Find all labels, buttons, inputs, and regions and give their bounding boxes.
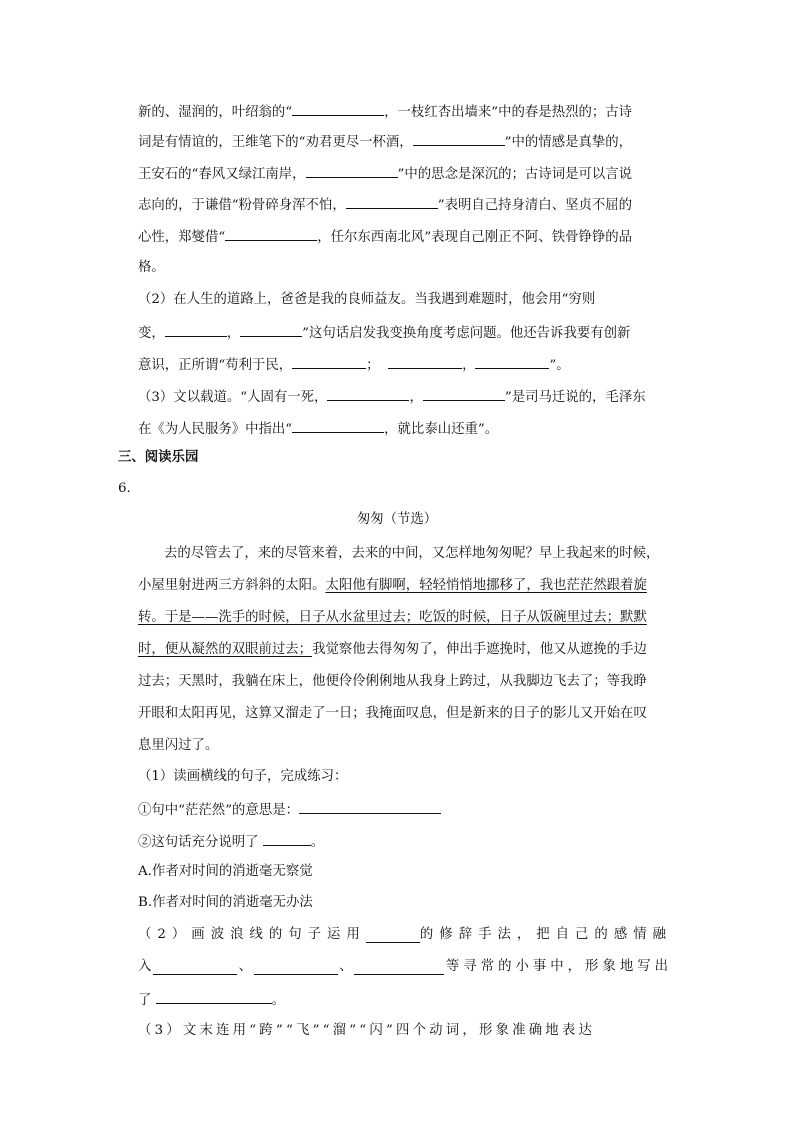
answer-blank[interactable] xyxy=(413,131,505,146)
answer-blank[interactable] xyxy=(240,322,302,337)
answer-blank[interactable] xyxy=(475,354,549,369)
passage-line: 小屋里射进两三方斜斜的太阳。太阳他有脚啊，轻轻悄悄地挪移了，我也茫茫然跟着旋 xyxy=(138,578,647,593)
text-line: （3）文以载道。“人固有一死， ， ”是司马迁说的，毛泽东 xyxy=(138,386,646,408)
passage-line: 息里闪过了。 xyxy=(138,738,219,753)
section-heading: 三、阅读乐园 xyxy=(118,450,199,465)
text-line: 词是有情谊的，王维笔下的“劝君更尽一杯酒， ”中的情感是真挚的， xyxy=(138,131,632,153)
text-line: 心性，郑燮借“ ，任尔东西南北风”表现自己刚正不阿、铁骨铮铮的品 xyxy=(138,226,632,248)
underlined-sentence: 太阳他有脚啊，轻轻悄悄地挪移了，我也茫茫然跟着旋 xyxy=(325,578,647,593)
passage-line: 时，便从凝然的双眼前过去；我觉察他去得匆匆了，伸出手遮挽时，他又从遮挽的手边 xyxy=(138,642,647,657)
option-b[interactable]: B.作者对时间的消逝毫无办法 xyxy=(138,895,313,910)
answer-blank[interactable] xyxy=(263,831,311,846)
text-line: 在《为人民服务》中指出“ ，就比泰山还重”。 xyxy=(138,418,498,440)
passage-line: 开眼和太阳再见，这算又溜走了一日；我掩面叹息，但是新来的日子的影儿又开始在叹 xyxy=(138,706,647,721)
answer-blank[interactable] xyxy=(292,354,366,369)
answer-blank[interactable] xyxy=(299,799,441,814)
answer-blank[interactable] xyxy=(388,354,462,369)
answer-blank[interactable] xyxy=(327,386,409,401)
text-line: 意识，正所谓“苟利于民， ； ， ”。 xyxy=(138,354,570,376)
question-1a: ①句中“茫茫然”的意思是： xyxy=(138,799,441,821)
answer-blank[interactable] xyxy=(292,418,384,433)
passage-line: 去的尽管去了，来的尽管来着，去来的中间，又怎样地匆匆呢？早上我起来的时候， xyxy=(164,546,660,561)
answer-blank[interactable] xyxy=(254,960,338,975)
answer-blank[interactable] xyxy=(423,386,505,401)
text-line: 变， ， ”这句话启发我变换角度考虑问题。他还告诉我要有创新 xyxy=(138,322,630,344)
question-number: 6. xyxy=(118,481,131,496)
answer-blank[interactable] xyxy=(306,163,398,178)
text-line: 志向的，于谦借“粉骨碎身浑不怕， ”表明自己持身清白、坚贞不屈的 xyxy=(138,194,632,216)
question-1: （1）读画横线的句子，完成练习： xyxy=(138,769,348,784)
underlined-sentence: 时，便从凝然的双眼前过去； xyxy=(138,642,313,657)
answer-blank[interactable] xyxy=(354,960,444,975)
question-3: （3）文末连用“跨”“飞”“溜”“闪”四个动词，形象准确地表达 xyxy=(138,1023,596,1038)
answer-blank[interactable] xyxy=(156,989,272,1004)
text-line: （2）在人生的道路上，爸爸是我的良师益友。当我遇到难题时，他会用“穷则 xyxy=(138,292,596,307)
question-2-line: 了 。 xyxy=(138,989,285,1011)
answer-blank[interactable] xyxy=(346,194,438,209)
answer-blank[interactable] xyxy=(165,322,227,337)
question-2-line: （2）画波浪线的句子运用 的修辞手法，把自己的感情融 xyxy=(138,927,672,942)
answer-blank[interactable] xyxy=(292,101,384,116)
question-1b: ②这句话充分说明了 。 xyxy=(138,831,324,853)
text-line: 新的、湿润的，叶绍翁的“ ，一枝红杏出墙来”中的春是热烈的；古诗 xyxy=(138,101,632,123)
text-line: 王安石的“春风又绿江南岸， ”中的思念是深沉的；古诗词是可以言说 xyxy=(138,163,632,185)
option-a[interactable]: A.作者对时间的消逝毫无察觉 xyxy=(138,864,313,879)
question-2-line: 入 、 、 等寻常的小事中，形象地写出 xyxy=(138,959,672,974)
passage-title: 匆匆（节选） xyxy=(356,512,438,527)
answer-blank[interactable] xyxy=(225,226,317,241)
answer-blank[interactable] xyxy=(366,928,420,943)
passage-line: 过去；天黑时，我躺在床上，他便伶伶俐俐地从我身上跨过，从我脚边飞去了；等我睁 xyxy=(138,674,647,689)
underlined-sentence: 转。于是——洗手的时候，日子从水盆里过去；吃饭的时候，日子从饭碗里过去；默默 xyxy=(138,610,647,625)
answer-blank[interactable] xyxy=(153,960,237,975)
text-line: 格。 xyxy=(138,260,165,275)
